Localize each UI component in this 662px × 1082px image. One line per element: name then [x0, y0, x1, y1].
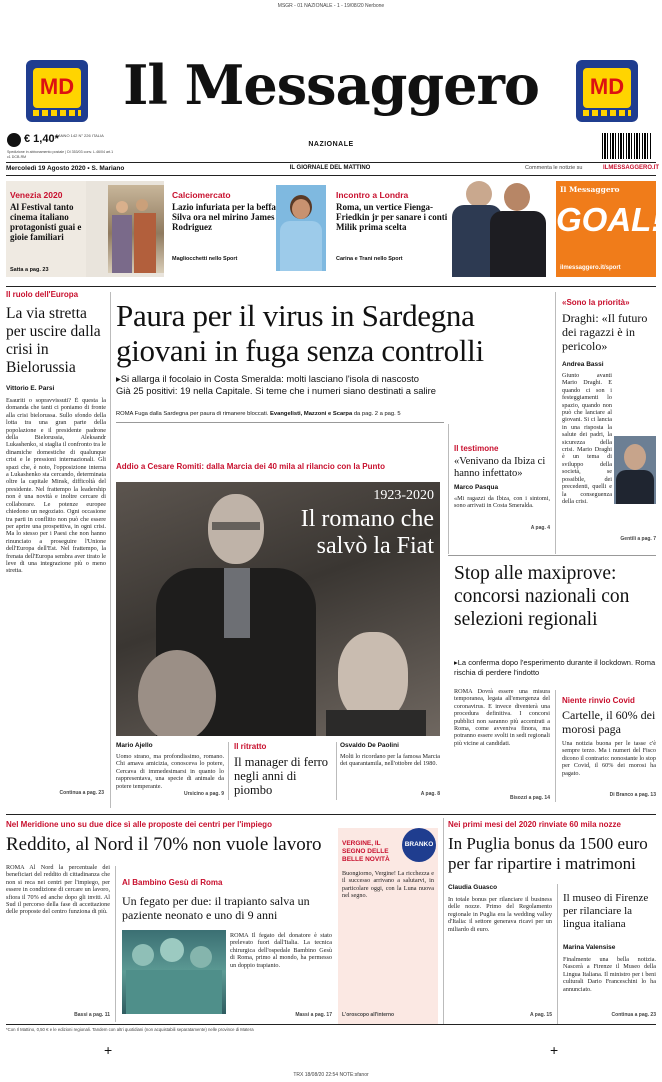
firenze-byline: Marina Valensise	[563, 944, 616, 951]
romiti-col-3[interactable]	[340, 742, 440, 802]
web-label: Commenta le notizie su	[525, 165, 583, 171]
price-circle-icon	[7, 133, 21, 147]
md-logo-left	[26, 60, 88, 122]
price: € 1,40*	[24, 133, 59, 145]
goal-word: GOAL!	[556, 201, 662, 238]
romiti-col-2[interactable]	[234, 742, 334, 802]
article-byline: Marco Pasqua	[454, 484, 499, 491]
romiti-kicker: Addio a Cesare Romiti: dalla Marcia dei 40 mila al rilancio con la Punto	[116, 462, 385, 471]
branko-badge: BRANKO	[402, 828, 436, 862]
article-byline: Vittorio E. Parsi	[6, 385, 55, 392]
article-body: «Mi ragazzi da Ibiza, con i sintomi, sono arrivati in Costa Smeralda.	[454, 495, 550, 510]
goal-brand: Il Messaggero	[560, 185, 620, 194]
reddito-body: ROMA Al Nord la percentuale dei beneficiari del reddito di cittadinanza che non si reca nei centri per l'impiego, per essere in condizione di cercare un lavoro, sfiora il 70% ed anche dopo gli inviti. Al Sud il percorso della fase di accettazione delle proposte del centro funziona di più.	[6, 864, 110, 916]
romiti-years: 1923-2020	[373, 488, 434, 503]
venezia-photo	[108, 185, 164, 273]
col-body: Molti lo ricordano per la famosa Marcia dei quarantamila, nell'ottobre del 1980.	[340, 753, 440, 768]
concorsi-ref: Bisozzi a pag. 14	[509, 795, 550, 801]
teaser-ref: Magliocchetti nello Sport	[172, 256, 238, 262]
concorsi-body: ROMA Dovrà essere una misura temporanea, legata all'emergenza del coronavirus. E invece diventerà una procedura definitiva. I concorsi pubblici non saranno più accentrati a Roma, come avveniva finora, ma potranno essere svolti in sedi regionali più vicine ai candidati.	[454, 688, 550, 747]
concorsi-headline[interactable]: Stop alle maxiprove: concorsi nazionali con selezioni regionali	[454, 563, 630, 630]
col-ref: Ursicino a pag. 9	[183, 791, 224, 797]
cartelle-article[interactable]	[562, 696, 656, 802]
article-kicker: Niente rinvio Covid	[562, 696, 635, 705]
teaser-ref: Carina e Trani nello Sport	[336, 256, 403, 262]
col-ref: A pag. 8	[420, 791, 440, 797]
bambino-ref: Massi a pag. 17	[295, 1012, 332, 1018]
teaser-kicker: Incontro a Londra	[336, 190, 409, 200]
reddito-headline[interactable]: Reddito, al Nord il 70% non vuole lavoro	[6, 834, 322, 855]
teaser-text: Roma, un vertice Fienga-Friedkin jr per sanare i conti Milik prima scelta	[336, 202, 448, 232]
continua-ref: Continua a pag. 23	[59, 790, 104, 796]
teaser-text: Al Festival tanto cinema italiano protagonisti guai e gioie familiari	[10, 202, 82, 242]
bambino-body: ROMA Il fegato del donatore è stato prelevato fuori dall'Italia. La tecnica chirurgica dell'ospedale Bambino Gesù di Roma, primo al mondo, ha permesso un doppio trapianto.	[230, 932, 332, 969]
crop-mark-icon: +	[104, 1042, 113, 1058]
lead-ref-text: ROMA Fuga dalla Sardegna per paura di rimanere bloccati.	[116, 411, 269, 417]
col-body: Uomo strano, ma profondissimo, romano. Chi amava amicizia, conosceva lo potere, Cercava di immedesimarsi in quanto lo rappresentava, una specie di animale da potere temperante.	[116, 753, 224, 790]
puglia-ref: A pag. 15	[529, 1012, 552, 1018]
article-kicker: «Sono la priorità»	[562, 298, 630, 307]
col-byline: Osvaldo De Paolini	[340, 742, 399, 749]
firenze-body: Finalmente una bella notizia. Nascerà a Firenze il Museo della Lingua Italiana. Il ministro per i beni culturali Dario Franceschini lo ha annunciato.	[563, 956, 656, 993]
goal-promo[interactable]	[556, 181, 662, 277]
article-ref: A pag. 4	[530, 525, 550, 531]
romiti-photo[interactable]	[116, 482, 440, 736]
oroscopo-label: VERGINE, IL SEGNO DELLE BELLE NOVITÀ	[342, 840, 390, 863]
article-body: Esauriti o sopravvissuti? È questa la domanda che tanti ci poniamo di fronte alla crisi bielorussa. Sullo sfondo della lotta tra una gran parte della popolazione e il presidente padrone della Bielorussia, Aleksandr Lukashenko, si staglia il confronto tra le dinamiche domestiche di qualunque crisi e le pressioni internazionali. Gli spazi che, è noto, l'opposizione interna a Lukashenko sta cercando, determinata oltre la capitale Minsk, difficoltà del presidente. Nel frattempo la leadership non è una novità e inoltre cercare di collaborare. Le potenze europee chiedono un negoziato. Ogni occasione tra parti in conflitto non può che essere per aprire una prospettiva, in ogni crisi. Ma lo stesso per i Paesi che non hanno rinunciato a proseguire l'Unione dell'Europa dell'Est. Nel frattempo, la frenata dell'Europa sembra aver tirato le leve di una integrazione più o meno stretta.	[6, 397, 106, 575]
sponsor-label: MD	[39, 74, 75, 99]
executives-photo	[438, 181, 548, 277]
oroscopo-ref: L'oroscopo all'interno	[342, 1012, 395, 1018]
romiti-caption: Il romano che salvò la Fiat	[300, 506, 434, 559]
price-note: ANNO 142 N° 226 ITALIA	[58, 133, 104, 138]
goal-site: ilmessaggero.it/sport	[560, 265, 621, 271]
masthead-title[interactable]: Il Messaggero	[123, 53, 539, 117]
bottom-line: TRX 18/08/20 22:54 NOTE:sfanor	[293, 1072, 369, 1078]
concorsi-sub: ▸La conferma dopo l'esperimento durante il lockdown. Roma rischia di perdere l'indotto	[454, 658, 656, 677]
surgery-photo	[122, 930, 226, 1014]
col-kicker: Il ritratto	[234, 742, 267, 751]
article-ref: Di Branco a pag. 13	[609, 792, 656, 798]
md-logo-right	[576, 60, 638, 122]
puglia-body: In totale bonus per rilanciare il business delle nozze. Primo del Regolamento regionale in Puglia era la wedding valley d'Italia: il settore generava ricavi per un miliardo di euro.	[448, 896, 552, 933]
article-kicker: Il testimone	[454, 444, 499, 453]
priorita-article[interactable]	[562, 298, 656, 548]
col-headline: Il manager di ferro negli anni di piombo	[234, 755, 329, 797]
firenze-headline[interactable]: Il museo di Firenze per rilanciare la lingua italiana	[563, 892, 649, 930]
puglia-headline[interactable]: In Puglia bonus da 1500 euro per far ripartire i matrimoni	[448, 834, 648, 873]
lead-sub-1: ▸Si allarga il focolaio in Costa Smeralda: molti lasciano l'isola di nascosto	[116, 373, 419, 384]
edition-label: NAZIONALE	[308, 141, 354, 148]
reddito-ref: Bassi a pag. 11	[74, 1012, 110, 1018]
article-ref: Gentili a pag. 7	[620, 536, 656, 542]
teaser-ref: Satta a pag. 23	[10, 267, 49, 273]
oroscopo-box[interactable]	[338, 828, 438, 1024]
romiti-col-1[interactable]	[116, 742, 224, 802]
article-kicker: Il ruolo dell'Europa	[6, 290, 79, 299]
footer-note: *Con Il Mattino, 0,50 € e le edizioni regionali. Tandem con altri quotidiani (non acquistabili separatamente) nelle province di Matera	[6, 1027, 254, 1032]
article-headline: «Venivano da Ibiza ci hanno infettato»	[454, 456, 546, 479]
web-link[interactable]: ILMESSAGGERO.IT	[603, 165, 660, 171]
teaser-kicker: Calciomercato	[172, 190, 231, 200]
article-headline: La via stretta per uscire dalla crisi in Bielorussia	[6, 305, 101, 376]
lead-ref-authors: Evangelisti, Mazzoni e Scarpa	[270, 411, 353, 417]
col-byline: Mario Ajello	[116, 742, 153, 749]
reddito-kicker: Nel Meridione uno su due dice sì alle proposte dei centri per l'impiego	[6, 820, 272, 829]
article-body: Giunto avanti Mario Draghi. E quando ci son i festeggiamenti lo spazio, quando non può che lanciare al giovani. Si ci lancia in una risposta la salute dei padri, la sicurezza della crisi. Mario Draghi è un tema di sviluppo della società, se possibile, dei precedenti, quelli e la conseguenza della crisi.	[562, 372, 612, 504]
player-photo	[276, 185, 326, 271]
barcode	[602, 133, 652, 159]
lead-ref	[116, 411, 548, 417]
lead-sub-2: Già 25 positivi: 19 nella Capitale. Si teme che i numeri siano destinati a salire	[116, 385, 436, 396]
teaser-calciomercato[interactable]	[168, 181, 328, 277]
article-headline: Cartelle, il 60% dei morosi paga	[562, 708, 656, 736]
lead-headline[interactable]: Paura per il virus in Sardegna giovani in fuga senza controlli	[116, 298, 484, 368]
europa-article[interactable]	[6, 290, 106, 810]
teaser-text: Lazio infuriata per la beffa Silva ora nel mirino James Rodriguez	[172, 202, 276, 232]
article-body: Una notizia buona per le tasse c'è sempre terzo. Ma i numeri del Fisco dicono il contrario: nonostante lo stop per Covid, il 60% dei morosi ha pagato.	[562, 740, 656, 777]
bambino-headline[interactable]: Un fegato per due: il trapianto salva un paziente neonato e uno di 9 anni	[122, 894, 310, 922]
puglia-kicker: Nei primi mesi del 2020 rinviate 60 mila nozze	[448, 820, 621, 829]
oroscopo-body: Buongiorno, Vergine! La ricchezza e il successo arrivano a salutarvi, in particolare oggi, con la Luna nuova nel segno.	[342, 870, 434, 900]
testimone-article[interactable]	[454, 444, 550, 546]
teaser-kicker: Venezia 2020	[10, 190, 63, 200]
article-byline: Andrea Bassi	[562, 361, 604, 368]
postal-note: Spedizione in abbonamento postale | DI 353/03 conv. L.46/04 art.1 c1 DCB-RM	[7, 150, 114, 159]
sponsor-label: MD	[589, 74, 625, 99]
teaser-venezia[interactable]	[6, 181, 164, 277]
date-line: Mercoledì 19 Agosto 2020 • S. Mariano	[6, 165, 125, 172]
firenze-ref: Continua a pag. 23	[611, 1012, 656, 1018]
bambino-kicker: Al Bambino Gesù di Roma	[122, 878, 223, 887]
teaser-londra[interactable]	[332, 181, 550, 277]
puglia-byline: Claudia Guasco	[448, 884, 498, 891]
tagline: IL GIORNALE DEL MATTINO	[289, 165, 371, 171]
crop-mark-icon: +	[550, 1042, 559, 1058]
draghi-photo	[614, 436, 656, 504]
lead-ref-pages: da pag. 2 a pag. 5	[353, 411, 401, 417]
article-headline: Draghi: «Il futuro dei ragazzi è in pericolo»	[562, 311, 648, 353]
top-line: MSGR - 01 NAZIONALE - 1 - 19/08/20 Nerbone	[277, 3, 385, 9]
